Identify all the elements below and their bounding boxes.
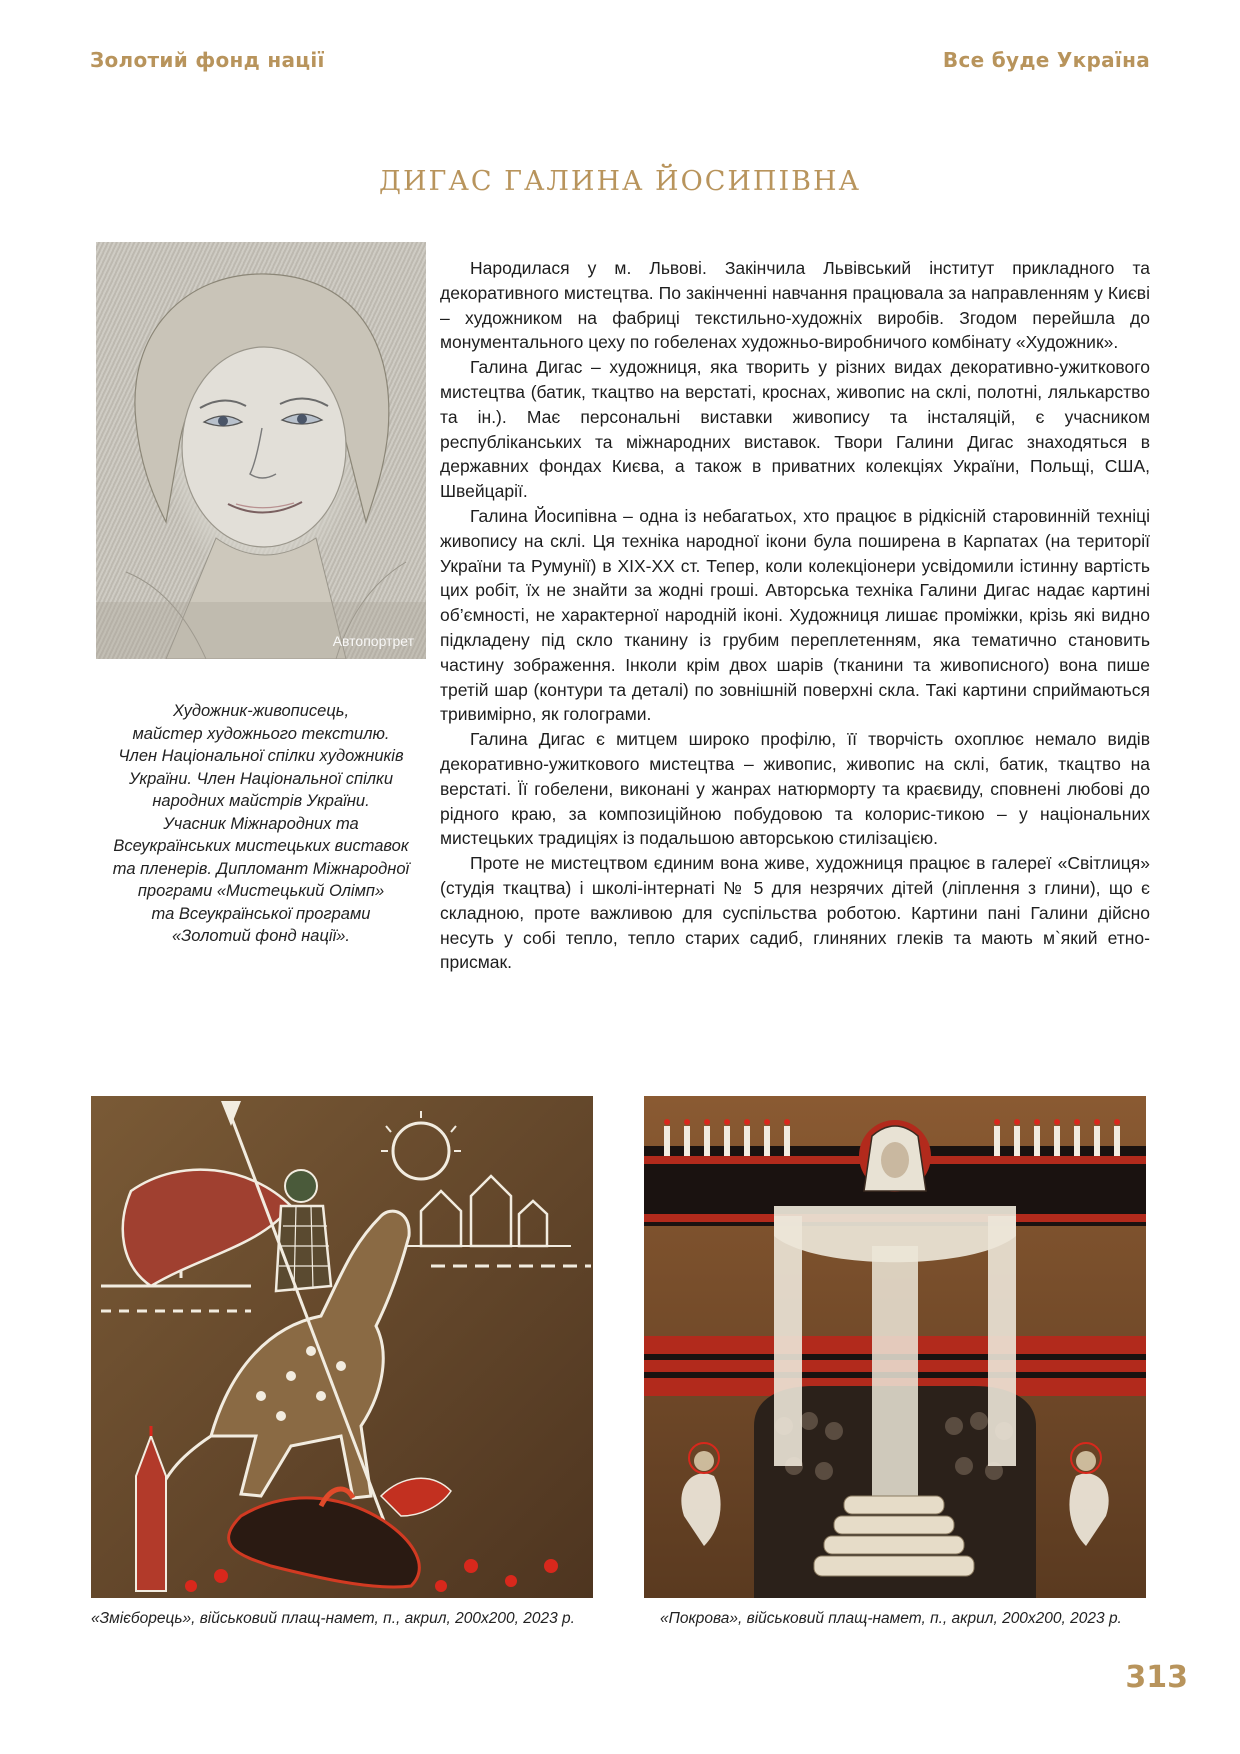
paragraph: Галина Дигас є митцем широко профілю, її творчість охоплює немало видів декоративно-ужиткового мистецтва – живопис, живопис на склі, батик, ткацтво на верстаті. Її гобелени, виконані у жанрах натюрморту та краєвиду, сповнені любові до рідного краю, за композиційною побудовою та колорис-тикою – у національних мистецьких традиціях із подальшою авторською стилізацією. [440, 729, 1150, 849]
bio-line: Всеукраїнських мистецьких виставок [113, 837, 409, 855]
bio-caption [96, 700, 426, 948]
paragraph: Галина Йосипівна – одна із небагатьох, хто працює в рідкісній старовинній техніці живопису на склі. Ця техніка народної ікони була поширена в Карпатах (на території України та Румунії) в XIX-XX ст. Тепер, коли колекціонери усвідомили істинну вартість цих робіт, їх не знайти за жодні гроші. Авторська техніка Галини Дигас надає картині об’ємності, не характерної народній іконі. Художниця лишає проміжки, крізь які видно підкладену під скло тканину із грубим переплетенням, яка тематично становить частину зображення. Інколи крім двох шарів (тканини та живописного) вона пише третій шар (контури та деталі) по зовнішній поверхні скла. Такі картини сприймаються тривимірно, як голограми. [440, 505, 1150, 725]
bio-line: Художник-живописець, [172, 702, 350, 720]
bio-line: та Всеукраїнської програми [151, 904, 371, 923]
artwork-zmieborets [91, 1096, 593, 1598]
running-head-right: Все буде Україна [942, 48, 1150, 72]
portrait-image [96, 242, 426, 659]
paragraph: Проте не мистецтвом єдиним вона живе, художниця працює в галереї «Світлиця» (студія ткацтва) і школі-інтернаті № 5 для незрячих дітей (ліплення з глини), що є складною, проте важливою для суспільства роботою. Картини пані Галини дійсно несуть у собі тепло, тепло старих садиб, глиняних глеків та мають м`який етно-присмак. [440, 853, 1150, 973]
artwork-pokrova [644, 1096, 1146, 1598]
paragraph: Народилася у м. Львові. Закінчила Львівський інститут прикладного та декоративного мистецтва. По закінченні навчання працювала за направленням у Києві – художником на фабриці текстильно-художніх виробів. Згодом перейшла до монументального цеху по гобеленах художньо-виробничого комбінату «Художник». [440, 258, 1150, 353]
bio-line: Член Національної спілки художників [118, 747, 404, 765]
bio-line: майстер художнього текстилю. [132, 724, 390, 743]
running-head-left: Золотий фонд нації [90, 48, 325, 72]
bio-line: «Золотий фонд нації». [172, 927, 350, 945]
portrait-label: Автопортрет [332, 633, 414, 649]
artwork-caption-right: «Покрова», військовий плащ-намет, п., акрил, 200х200, 2023 р. [660, 1610, 1122, 1627]
bio-line: Учасник Міжнародних та [163, 814, 359, 833]
bio-line: та пленерів. Дипломант Міжнародної [112, 859, 410, 878]
paragraph: Галина Дигас – художниця, яка творить у різних видах декоративно-ужиткового мистецтва (батик, ткацтво на верстаті, кроснах, живопис на склі, полотні, лялькарство та ін.). Має персональні виставки живопису та інсталяцій, є учасником республіканських та міжнародних виставок. Твори Галини Дигас знаходяться в державних фондах Києва, а також в приватних колекціях України, Польщі, США, Швейцарії. [440, 357, 1150, 502]
bio-line: України. Член Національної спілки [128, 769, 394, 788]
artwork-caption-left: «Змієборець», військовий плащ-намет, п., акрил, 200х200, 2023 р. [91, 1610, 575, 1627]
bio-line: народних майстрів України. [152, 792, 370, 810]
page-number: 313 [1125, 1660, 1188, 1695]
article-body [440, 256, 1150, 975]
page-title: ДИГАС ГАЛИНА ЙОСИПІВНА [379, 166, 861, 197]
bio-line: програми «Мистецький Олімп» [137, 882, 385, 900]
